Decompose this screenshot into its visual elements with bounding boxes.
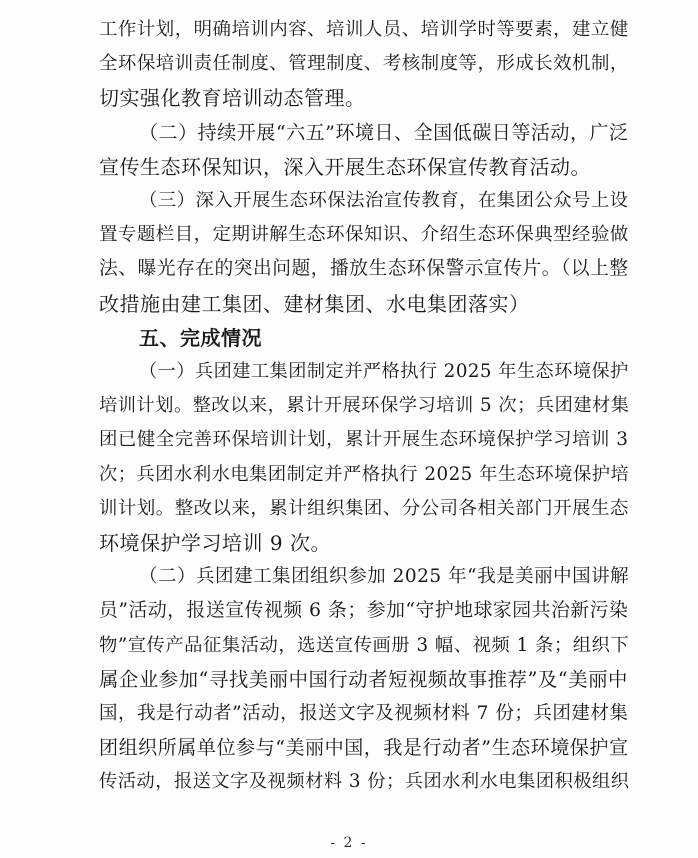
section-heading: 五、完成情况 <box>139 325 262 350</box>
paragraph-first-line: （二）持续开展“六五”环境日、全国低碳日等活动，广泛 <box>139 121 629 144</box>
page-number: - 2 - <box>330 835 368 851</box>
body-text-line: 工作计划，明确培训内容、培训人员、培训学时等要素，建立健 <box>99 19 629 40</box>
body-text-line: 员”活动，报送宣传视频 6 条；参加“守护地球家园共治新污染 <box>99 600 629 622</box>
body-text-line: 法、曝光存在的突出问题，播放生态环保警示宣传片。（以上整 <box>99 258 629 280</box>
body-text-line: 团组织所属单位参与“美丽中国，我是行动者”生态环境保护宣 <box>99 736 629 760</box>
body-text-line: 宣传生态环保知识，深入开展生态环保宣传教育活动。 <box>99 154 591 179</box>
body-text-line: 国，我是行动者”活动，报送文字及视频材料 7 份；兵团建材集 <box>99 703 629 724</box>
body-text-line: 团已健全完善环保培训计划，累计开展生态环境保护学习培训 3 <box>99 429 629 451</box>
body-text-line: 切实强化教育培训动态管理。 <box>99 86 366 111</box>
body-text-line: 全环保培训责任制度、管理制度、考核制度等，形成长效机制， <box>99 53 629 75</box>
body-text-line: 属企业参加“寻找美丽中国行动者短视频故事推荐”及“美丽中 <box>99 667 628 691</box>
paragraph-first-line: （三）深入开展生态环保法治宣传教育，在集团公众号上设 <box>139 190 629 211</box>
body-text-line: 传活动，报送文字及视频材料 3 份；兵团水利水电集团积极组织 <box>99 771 630 793</box>
body-text-line: 次；兵团水利水电集团制定并严格执行 2025 年生态环境保护培 <box>99 463 630 485</box>
body-text-line: 培训计划。整改以来，累计开展环保学习培训 5 次；兵团建材集 <box>99 395 630 417</box>
paragraph-first-line: （二）兵团建工集团组织参加 2025 年“我是美丽中国讲解 <box>139 566 630 588</box>
body-text-line: 训计划。整改以来，累计组织集团、分公司各相关部门开展生态 <box>99 497 629 519</box>
body-text-line: 改措施由建工集团、建材集团、水电集团落实） <box>99 291 530 316</box>
paragraph-first-line: （一）兵团建工集团制定并严格执行 2025 年生态环境保护 <box>139 361 629 382</box>
body-text-line: 环境保护学习培训 9 次。 <box>99 531 331 555</box>
body-text-line: 物”宣传产品征集活动，选送宣传画册 3 幅、视频 1 条；组织下 <box>99 634 630 656</box>
body-text-line: 置专题栏目，定期讲解生态环保知识、介绍生态环保典型经验做 <box>99 224 629 246</box>
